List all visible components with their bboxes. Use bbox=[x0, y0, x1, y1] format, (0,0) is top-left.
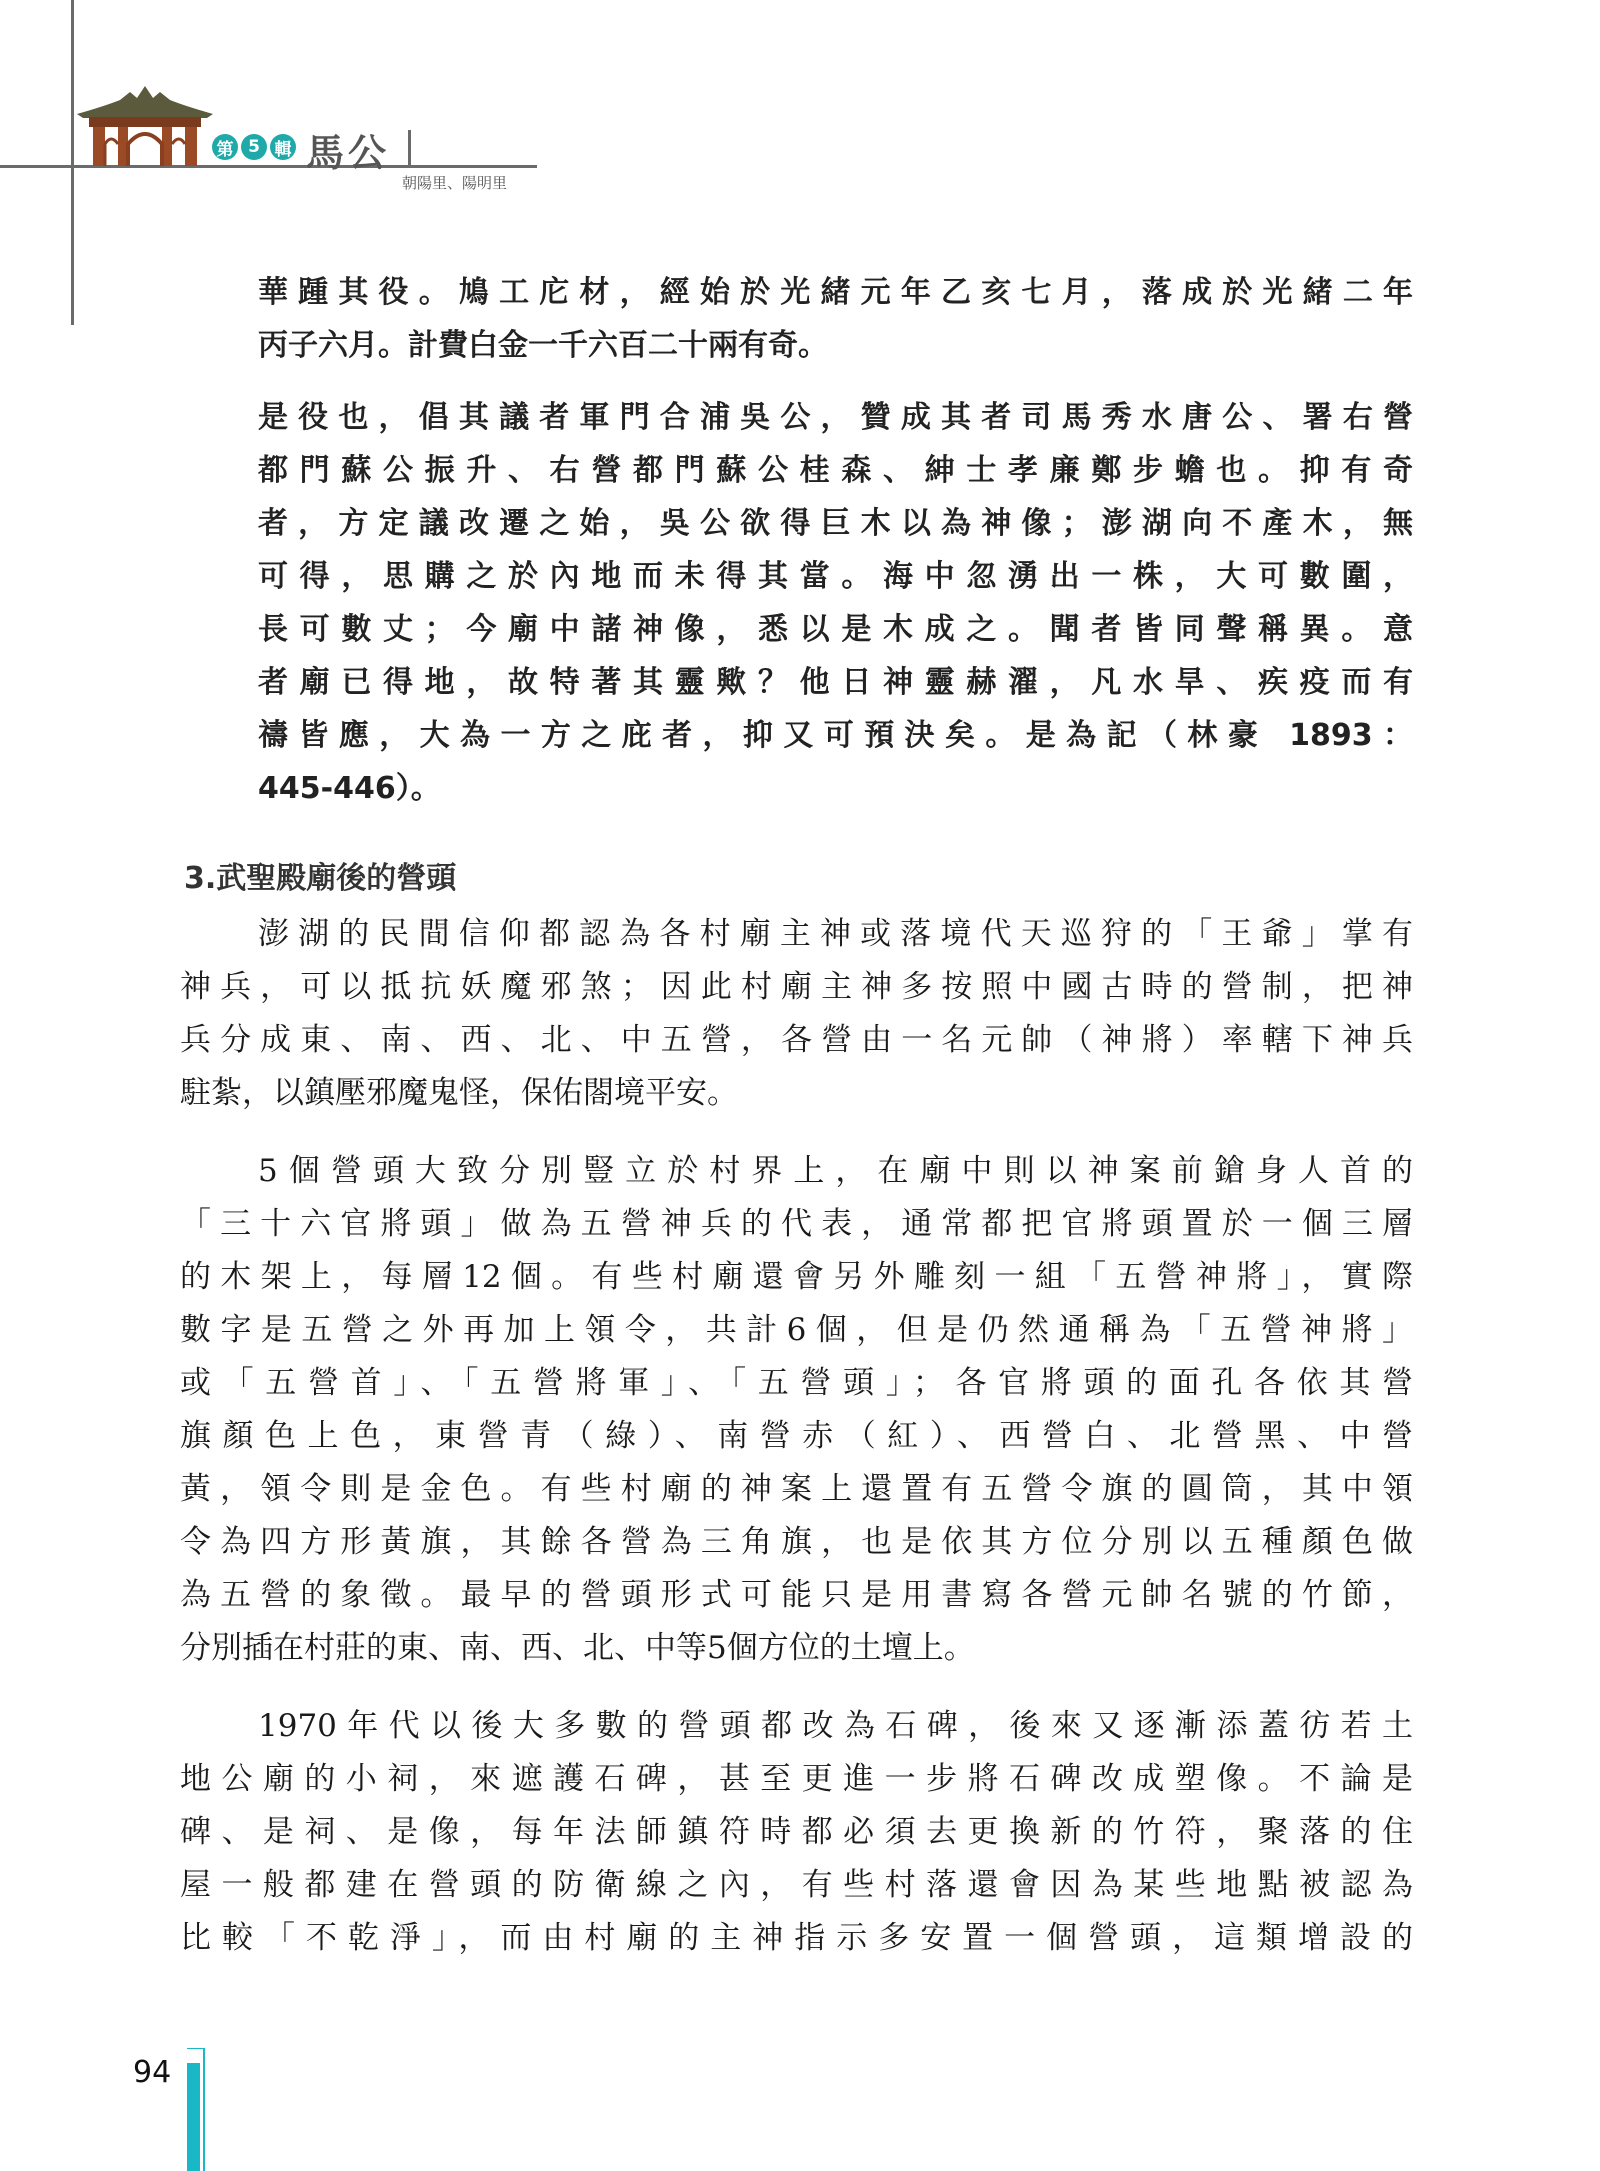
text-line: 禱皆應，大為一方之庇者，抑又可預決矣。是為記（林豪 1893： bbox=[258, 718, 1413, 753]
text-line: 可得，思購之於內地而未得其當。海中忽湧出一株，大可數圍， bbox=[258, 559, 1413, 594]
quoted-passage bbox=[258, 266, 1413, 834]
paragraph bbox=[180, 1145, 1413, 1675]
text-line: 長可數丈；今廟中諸神像，悉以是木成之。聞者皆同聲稱異。意 bbox=[258, 612, 1413, 647]
text-line: 兵分成東、南、西、北、中五營，各營由一名元帥（神將）率轄下神兵 bbox=[180, 1022, 1413, 1058]
chapter-badge: 第 bbox=[212, 134, 238, 160]
text-line: 或「五營首」、「五營將軍」、「五營頭」；各官將頭的面孔各依其營 bbox=[180, 1365, 1413, 1401]
chapter-subtitle: 朝陽里、陽明里 bbox=[402, 174, 508, 192]
text-line: 445-446）。 bbox=[258, 771, 441, 806]
temple-gate-icon bbox=[75, 84, 215, 166]
chapter-divider bbox=[408, 130, 411, 166]
text-line: 分別插在村莊的東、南、西、北、中等5個方位的土壇上。 bbox=[180, 1630, 975, 1666]
text-line: 地公廟的小祠，來遮護石碑，甚至更進一步將石碑改成塑像。不論是 bbox=[180, 1761, 1413, 1797]
page-number: 94 bbox=[133, 2055, 172, 2090]
text-line: 黃，領令則是金色。有些村廟的神案上還置有五營令旗的圓筒，其中領 bbox=[180, 1471, 1413, 1507]
text-line: 的木架上，每層12個。有些村廟還會另外雕刻一組「五營神將」，實際 bbox=[180, 1259, 1413, 1295]
text-line: 者，方定議改遷之始，吳公欲得巨木以為神像；澎湖向不產木，無 bbox=[258, 506, 1413, 541]
text-line: 者廟已得地，故特著其靈歟？他日神靈赫濯，凡水旱、疾疫而有 bbox=[258, 665, 1413, 700]
text-line: 1970年代以後大多數的營頭都改為石碑，後來又逐漸添蓋彷若土 bbox=[258, 1708, 1413, 1744]
paragraph bbox=[180, 908, 1413, 1120]
section-heading: 3.武聖殿廟後的營頭 bbox=[184, 861, 457, 896]
text-line: 令為四方形黃旗，其餘各營為三角旗，也是依其方位分別以五種顏色做 bbox=[180, 1524, 1413, 1560]
chapter-badge: 輯 bbox=[270, 134, 296, 160]
text-line: 華踵其役。鳩工庀材，經始於光緒元年乙亥七月，落成於光緒二年 bbox=[258, 275, 1413, 310]
chapter-badge: 5 bbox=[241, 134, 267, 160]
text-line: 5個營頭大致分別豎立於村界上，在廟中則以神案前鎗身人首的 bbox=[258, 1153, 1413, 1189]
header-vertical-rule bbox=[71, 0, 74, 325]
paragraph bbox=[258, 391, 1413, 815]
text-line: 都門蘇公振升、右營都門蘇公桂森、紳士孝廉鄭步蟾也。抑有奇 bbox=[258, 453, 1413, 488]
text-line: 比較「不乾淨」，而由村廟的主神指示多安置一個營頭，這類增設的 bbox=[180, 1920, 1413, 1956]
text-line: 碑、是祠、是像，每年法師鎮符時都必須去更換新的竹符，聚落的住 bbox=[180, 1814, 1413, 1850]
text-line: 為五營的象徵。最早的營頭形式可能只是用書寫各營元帥名號的竹節， bbox=[180, 1577, 1413, 1613]
text-line: 「三十六官將頭」做為五營神兵的代表，通常都把官將頭置於一個三層 bbox=[180, 1206, 1413, 1242]
page-accent-bar bbox=[187, 2063, 200, 2171]
body-text bbox=[180, 908, 1413, 1990]
text-line: 丙子六月。計費白金一千六百二十兩有奇。 bbox=[258, 328, 828, 363]
text-line: 是役也，倡其議者軍門合浦吳公，贊成其者司馬秀水唐公、署右營 bbox=[258, 400, 1413, 435]
paragraph bbox=[258, 266, 1413, 372]
text-line: 數字是五營之外再加上領令，共計6個，但是仍然通稱為「五營神將」 bbox=[180, 1312, 1413, 1348]
chapter-name: 馬公 bbox=[306, 130, 391, 175]
paragraph bbox=[180, 1700, 1413, 1965]
text-line: 屋一般都建在營頭的防衛線之內，有些村落還會因為某些地點被認為 bbox=[180, 1867, 1413, 1903]
text-line: 神兵，可以抵抗妖魔邪煞；因此村廟主神多按照中國古時的營制，把神 bbox=[180, 969, 1413, 1005]
text-line: 旗顏色上色，東營青（綠）、南營赤（紅）、西營白、北營黑、中營 bbox=[180, 1418, 1413, 1454]
chapter-badges bbox=[212, 134, 296, 160]
text-line: 駐紮，以鎮壓邪魔鬼怪，保佑閤境平安。 bbox=[180, 1075, 738, 1111]
text-line: 澎湖的民間信仰都認為各村廟主神或落境代天巡狩的「王爺」掌有 bbox=[258, 916, 1413, 952]
